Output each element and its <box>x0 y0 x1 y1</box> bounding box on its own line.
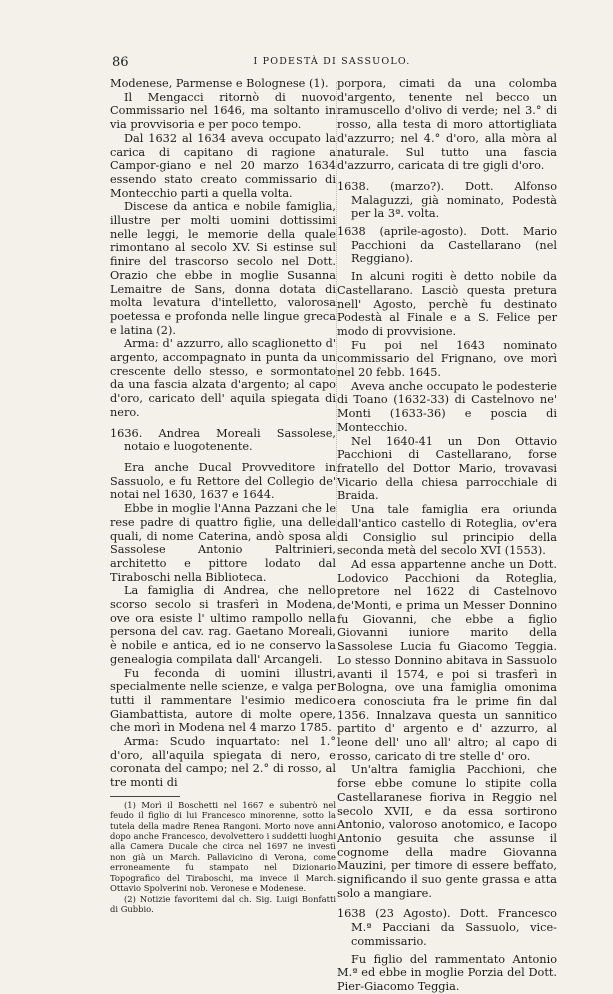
coat-of-arms: Arma: d' azzurro, allo scaglionetto d' argento, accompagnato in punta da un crescente dello stesso, e sormontato da una fascia alzata d'argento; al capo d'oro, caricato dell' aquila spiegata di nero. <box>110 337 336 419</box>
running-title: I PODESTÀ DI SASSUOLO. <box>253 56 411 67</box>
paragraph: Nel 1640-41 un Don Ottavio Pacchioni di Castellarano, forse fratello del Dottor Mario, trovavasi Vicario della chiesa parrocchiale di Braida. <box>337 434 557 503</box>
entry-heading: 1638 (aprile-agosto). Dott. Mario Pacchioni da Castellarano (nel Reggiano). <box>337 225 557 266</box>
paragraph: Ad essa appartenne anche un Dott. Lodovico Pacchioni da Roteglia, pretore nel 1622 di Castelnovo de'Monti, e prima un Messer Donnino fu Giovanni, che ebbe a figlio Giovanni iuniore marito della Sassolese Lucia fu Giacomo Teggia. Lo stesso Donnino abitava in Sassuolo avanti il 1574, e poi si trasferì in Bologna, ove una famiglia omonima era conosciuta fra le prime fin dal 1356. Innalzava questa un sannitico partito d' argento e d' azzurro, al leone dell' uno all' altro; al capo di rosso, caricato di tre stelle d' oro. <box>337 557 557 763</box>
paragraph: porpora, cimati da una colomba d'argento, tenente nel becco un ramuscello d'olivo di verde; nel 3.° di rosso, alla testa di moro attortigliata d'azzurro; nel 4.° d'oro, alla mòra al naturale. Sul tutto una fascia d'azzurro, caricata di tre gigli d'oro. <box>337 77 557 173</box>
paragraph: Era anche Ducal Provveditore in Sassuolo, e fu Rettore del Collegio de' notai nel 1630, 1637 e 1644. <box>110 460 336 502</box>
paragraph: Ebbe in moglie l'Anna Pazzani che le rese padre di quattro figlie, una delle quali, di nome Caterina, andò sposa al Sassolese Antonio Paltrinieri, architetto e pittore lodato dal Tiraboschi nella Biblioteca. <box>110 502 336 584</box>
paragraph: Fu poi nel 1643 nominato commissario del Frignano, ove morì nel 20 febb. 1645. <box>337 338 557 380</box>
entry-heading: 1638. (marzo?). Dott. Alfonso Malaguzzi, già nominato, Podestà per la 3ª. volta. <box>337 179 557 221</box>
paragraph: Discese da antica e nobile famiglia, illustre per molti uomini dottissimi nelle leggi, le memorie della quale rimontano al secolo XV. Si estinse sul finire del trascorso secolo nel Dott. Orazio che ebbe in moglie Susanna Lemaitre de Sans, donna dotata di molta levatura d'intelletto, valorosa poetessa e profonda nelle lingue greca e latina (2). <box>110 200 336 337</box>
footnote: (2) Notizie favoritemi dal ch. Sig. Luigi Bonfatti di Gubbio. <box>110 893 336 914</box>
paragraph: Il Mengacci ritornò di nuovo Commissario nel 1646, ma soltanto in via provvisoria e per poco tempo. <box>110 90 336 132</box>
paragraph: Una tale famiglia era oriunda dall'antico castello di Roteglia, ov'era di Consiglio sul principio della seconda metà del secolo XVI (1553). <box>337 503 557 558</box>
right-column <box>337 77 557 994</box>
page-number: 86 <box>112 55 129 70</box>
paragraph: In alcuni rogiti è detto nobile da Castellarano. Lasciò questa pretura nell' Agosto, perchè fu destinato Podestà al Finale e a S. Felice per modo di provvisione. <box>337 270 557 338</box>
page-header <box>112 55 552 71</box>
entry-heading: 1638 (23 Agosto). Dott. Francesco M.ª Pacciani da Sassuolo, vice-commissario. <box>337 907 557 948</box>
paragraph: Modenese, Parmense e Bolognese (1). <box>110 77 329 90</box>
entry-heading: 1636. Andrea Moreali Sassolese, notaio e luogotenente. <box>110 426 336 454</box>
paragraph: Un'altra famiglia Pacchioni, che forse ebbe comune lo stipite colla Castellaranese fioriva in Reggio nel secolo XVII, e da essa sortirono Antonio, valoroso anotomico, e Iacopo Antonio gesuita che assunse il cognome della madre Giovanna Mauzini, per timore di essere beffato, significando il suo gente grassa e atta solo a mangiare. <box>337 763 557 900</box>
paragraph: Dal 1632 al 1634 aveva occupato la carica di capitano di ragione a Campor-giano e nel 20 marzo 1634 essendo stato creato commissario di Montecchio parti a quella volta. <box>110 131 336 200</box>
paragraph: Aveva anche occupato le podesterie di Toano (1632-33) di Castelnovo ne' Monti (1633-36) e poscia di Montecchio. <box>337 379 557 434</box>
left-column <box>110 77 336 914</box>
paragraph: Fu feconda di uomini illustri, specialmente nelle scienze, e valga per tutti il rammentare l'esimio medico Giambattista, autore di molte opere, che morì in Modena nel 4 marzo 1785. <box>110 666 336 735</box>
coat-of-arms: Arma: Scudo inquartato: nel 1.° d'oro, all'aquila spiegata di nero, e coronata del campo; nel 2.° di rosso, al tre monti di <box>110 735 336 790</box>
footnote-rule <box>110 796 180 797</box>
footnote: (1) Morì il Boschetti nel 1667 e subentrò nel feudo il figlio di lui Francesco minorenne, sotto la tutela della madre Renea Rangoni. Morto nove anni dopo anche Francesco, devolvettero i suddetti luoghi alla Camera Ducale che circa nel 1697 ne investì non già un March. Pallavicino di Verona, come erroneamente fu stampato nel Dizionario Topografico del Tiraboschi, ma invece il March. Ottavio Spolverini nob. Veronese e Modenese. <box>110 799 336 894</box>
paragraph: Fu figlio del rammentato Antonio M.ª ed ebbe in moglie Porzia del Dott. Pier-Giacomo Teggia. <box>337 952 557 993</box>
paragraph: La famiglia di Andrea, che nello scorso secolo si trasferì in Modena, ove ora esiste l' ultimo rampollo nella persona del cav. rag. Gaetano Moreali, è nobile e antica, ed io ne conservo la genealogia compilata dall' Arcangeli. <box>110 584 336 666</box>
